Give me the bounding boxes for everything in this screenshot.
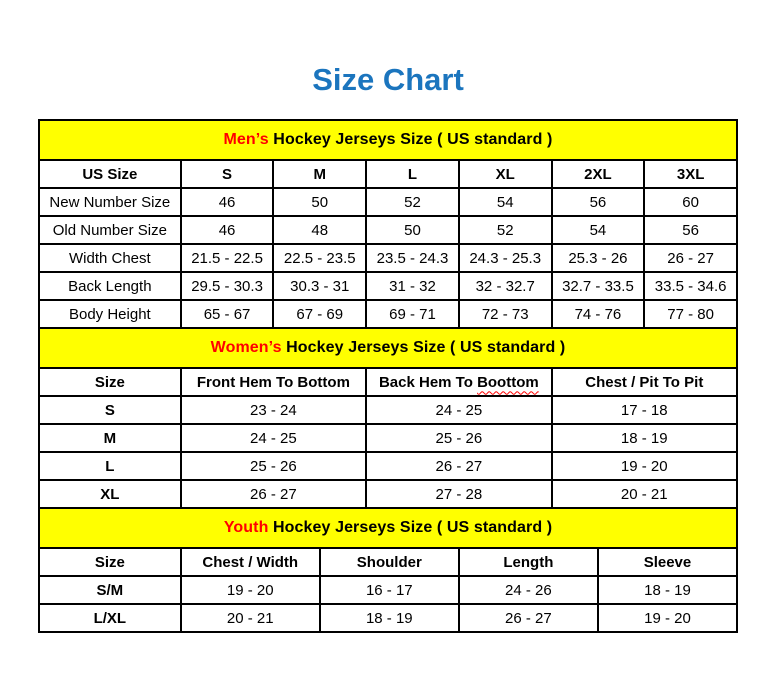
- youth-value-cell: 24 - 26: [459, 576, 598, 604]
- youth-row-label: S/M: [39, 576, 181, 604]
- mens-value-cell: 33.5 - 34.6: [644, 272, 737, 300]
- womens-row-label: S: [39, 396, 181, 424]
- table-row: [39, 576, 737, 604]
- mens-heading-highlight: Men’s: [223, 131, 269, 148]
- mens-value-cell: 56: [552, 188, 645, 216]
- back-hem-misspelled-word: Boottom: [477, 373, 539, 391]
- mens-value-cell: 26 - 27: [644, 244, 737, 272]
- mens-value-cell: 60: [644, 188, 737, 216]
- womens-column-header: Front Hem To Bottom: [181, 368, 366, 396]
- womens-value-cell: 26 - 27: [366, 452, 551, 480]
- mens-value-cell: 54: [459, 188, 552, 216]
- mens-column-header: 2XL: [552, 160, 645, 188]
- back-hem-prefix: Back Hem To: [378, 373, 478, 391]
- mens-column-header-row: [39, 160, 737, 188]
- mens-value-cell: 24.3 - 25.3: [459, 244, 552, 272]
- mens-value-cell: 72 - 73: [459, 300, 552, 328]
- mens-value-cell: 30.3 - 31: [273, 272, 366, 300]
- mens-value-cell: 32.7 - 33.5: [552, 272, 645, 300]
- mens-value-cell: 50: [366, 216, 459, 244]
- youth-value-cell: 20 - 21: [181, 604, 320, 632]
- womens-section-heading: [39, 328, 737, 368]
- mens-row-label: Old Number Size: [39, 216, 181, 244]
- youth-heading-text: Hockey Jerseys Size ( US standard ): [268, 519, 553, 536]
- womens-column-header-row: [39, 368, 737, 396]
- youth-section-heading: [39, 508, 737, 548]
- mens-band-row: [39, 120, 737, 160]
- womens-heading-text: Hockey Jerseys Size ( US standard ): [281, 339, 566, 356]
- youth-value-cell: 18 - 19: [320, 604, 459, 632]
- womens-column-header-back-hem: [366, 368, 551, 396]
- womens-column-header: Chest / Pit To Pit: [552, 368, 737, 396]
- womens-heading-highlight: Women’s: [210, 339, 282, 356]
- mens-value-cell: 74 - 76: [552, 300, 645, 328]
- table-row: [39, 396, 737, 424]
- youth-row-label: L/XL: [39, 604, 181, 632]
- youth-column-header: Size: [39, 548, 181, 576]
- mens-value-cell: 22.5 - 23.5: [273, 244, 366, 272]
- womens-value-cell: 19 - 20: [552, 452, 737, 480]
- table-row: [39, 300, 737, 328]
- table-row: [39, 604, 737, 632]
- mens-value-cell: 69 - 71: [366, 300, 459, 328]
- womens-value-cell: 25 - 26: [366, 424, 551, 452]
- mens-row-label: Back Length: [39, 272, 181, 300]
- youth-value-cell: 26 - 27: [459, 604, 598, 632]
- youth-value-cell: 19 - 20: [181, 576, 320, 604]
- mens-column-header: US Size: [39, 160, 181, 188]
- youth-value-cell: 16 - 17: [320, 576, 459, 604]
- mens-value-cell: 25.3 - 26: [552, 244, 645, 272]
- mens-value-cell: 23.5 - 24.3: [366, 244, 459, 272]
- womens-value-cell: 24 - 25: [181, 424, 366, 452]
- mens-value-cell: 67 - 69: [273, 300, 366, 328]
- table-row: [39, 188, 737, 216]
- mens-value-cell: 48: [273, 216, 366, 244]
- womens-value-cell: 18 - 19: [552, 424, 737, 452]
- page-title: Size Chart: [312, 62, 464, 97]
- table-row: [39, 244, 737, 272]
- womens-value-cell: 26 - 27: [181, 480, 366, 508]
- mens-value-cell: 52: [366, 188, 459, 216]
- mens-row-label: Width Chest: [39, 244, 181, 272]
- table-row: [39, 272, 737, 300]
- youth-value-cell: 19 - 20: [598, 604, 737, 632]
- youth-heading-highlight: Youth: [223, 519, 269, 536]
- womens-row-label: XL: [39, 480, 181, 508]
- mens-value-cell: 77 - 80: [644, 300, 737, 328]
- womens-size-table: [38, 327, 738, 509]
- youth-column-header: Length: [459, 548, 598, 576]
- table-row: [39, 216, 737, 244]
- table-row: [39, 452, 737, 480]
- mens-column-header: L: [366, 160, 459, 188]
- mens-value-cell: 32 - 32.7: [459, 272, 552, 300]
- mens-value-cell: 21.5 - 22.5: [181, 244, 274, 272]
- womens-value-cell: 25 - 26: [181, 452, 366, 480]
- womens-value-cell: 23 - 24: [181, 396, 366, 424]
- mens-value-cell: 46: [181, 216, 274, 244]
- mens-column-header: 3XL: [644, 160, 737, 188]
- mens-row-label: Body Height: [39, 300, 181, 328]
- mens-column-header: M: [273, 160, 366, 188]
- womens-value-cell: 20 - 21: [552, 480, 737, 508]
- mens-size-table: [38, 119, 738, 329]
- womens-value-cell: 27 - 28: [366, 480, 551, 508]
- womens-band-row: [39, 328, 737, 368]
- youth-column-header: Chest / Width: [181, 548, 320, 576]
- mens-column-header: XL: [459, 160, 552, 188]
- table-row: [39, 480, 737, 508]
- mens-section-heading: [39, 120, 737, 160]
- mens-value-cell: 50: [273, 188, 366, 216]
- youth-column-header-row: [39, 548, 737, 576]
- mens-value-cell: 52: [459, 216, 552, 244]
- mens-value-cell: 46: [181, 188, 274, 216]
- mens-row-label: New Number Size: [39, 188, 181, 216]
- size-chart: [38, 119, 738, 633]
- mens-column-header: S: [181, 160, 274, 188]
- mens-heading-text: Hockey Jerseys Size ( US standard ): [268, 131, 553, 148]
- mens-value-cell: 65 - 67: [181, 300, 274, 328]
- youth-column-header: Shoulder: [320, 548, 459, 576]
- mens-value-cell: 31 - 32: [366, 272, 459, 300]
- youth-size-table: [38, 507, 738, 633]
- table-row: [39, 424, 737, 452]
- mens-value-cell: 54: [552, 216, 645, 244]
- womens-value-cell: 17 - 18: [552, 396, 737, 424]
- youth-column-header: Sleeve: [598, 548, 737, 576]
- womens-row-label: L: [39, 452, 181, 480]
- youth-value-cell: 18 - 19: [598, 576, 737, 604]
- youth-band-row: [39, 508, 737, 548]
- womens-value-cell: 24 - 25: [366, 396, 551, 424]
- womens-row-label: M: [39, 424, 181, 452]
- mens-value-cell: 29.5 - 30.3: [181, 272, 274, 300]
- womens-column-header: Size: [39, 368, 181, 396]
- mens-value-cell: 56: [644, 216, 737, 244]
